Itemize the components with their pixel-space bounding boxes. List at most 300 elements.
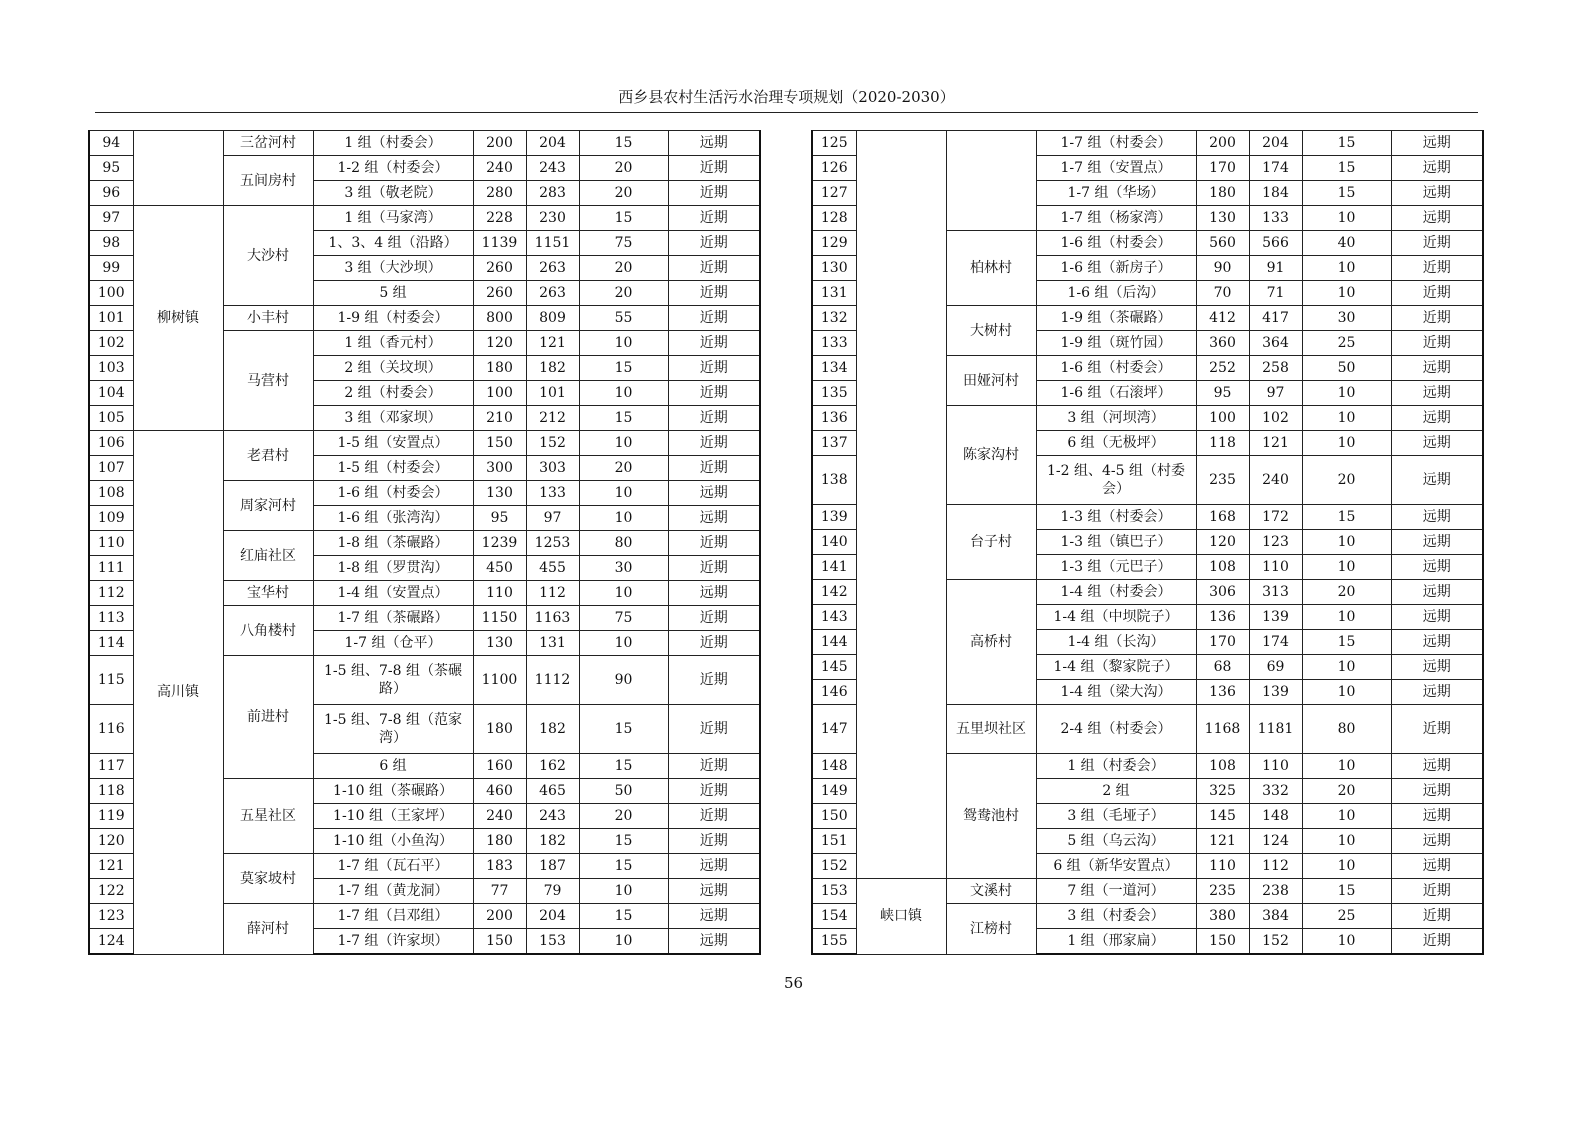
group-cell: 1-7 组（杨家湾） [1036,206,1196,231]
value-cell-b: 303 [526,456,579,481]
value-cell-c: 10 [579,581,668,606]
value-cell-b: 1112 [526,656,579,705]
term-cell: 近期 [668,231,760,256]
group-cell: 6 组（新华安置点） [1036,854,1196,879]
value-cell-a: 200 [473,131,526,156]
village-cell [946,131,1036,231]
value-cell-b: 1163 [526,606,579,631]
value-cell-a: 800 [473,306,526,331]
value-cell-b: 332 [1249,779,1302,804]
value-cell-b: 313 [1249,580,1302,605]
value-cell-b: 174 [1249,630,1302,655]
village-cell: 五间房村 [223,156,313,206]
value-cell-a: 130 [1196,206,1249,231]
group-cell: 1-5 组、7-8 组（范家湾） [313,705,473,754]
village-cell: 鸳鸯池村 [946,754,1036,879]
value-cell-b: 79 [526,879,579,904]
term-cell: 远期 [1391,356,1483,381]
row-number: 141 [812,555,856,580]
group-cell: 1 组（香元村） [313,331,473,356]
value-cell-b: 283 [526,181,579,206]
village-cell: 田娅河村 [946,356,1036,406]
term-cell: 远期 [1391,630,1483,655]
row-number: 133 [812,331,856,356]
value-cell-a: 95 [1196,381,1249,406]
group-cell: 1-7 组（瓦石平） [313,854,473,879]
row-number: 144 [812,630,856,655]
group-cell: 1-10 组（茶碾路） [313,779,473,804]
value-cell-c: 10 [1302,655,1391,680]
value-cell-b: 1253 [526,531,579,556]
group-cell: 1-7 组（茶碾路） [313,606,473,631]
group-cell: 6 组（无极坪） [1036,431,1196,456]
term-cell: 近期 [668,281,760,306]
value-cell-c: 10 [1302,555,1391,580]
row-number: 116 [89,705,133,754]
village-cell: 江榜村 [946,904,1036,955]
row-number: 102 [89,331,133,356]
row-number: 96 [89,181,133,206]
term-cell: 近期 [1391,256,1483,281]
row-number: 147 [812,705,856,754]
term-cell: 远期 [668,581,760,606]
term-cell: 近期 [1391,281,1483,306]
value-cell-c: 10 [1302,530,1391,555]
village-cell: 周家河村 [223,481,313,531]
value-cell-b: 364 [1249,331,1302,356]
value-cell-c: 10 [579,481,668,506]
village-cell: 八角楼村 [223,606,313,656]
term-cell: 远期 [1391,431,1483,456]
value-cell-a: 70 [1196,281,1249,306]
term-cell: 近期 [1391,331,1483,356]
value-cell-b: 230 [526,206,579,231]
group-cell: 1-5 组、7-8 组（茶碾路） [313,656,473,705]
value-cell-b: 182 [526,356,579,381]
value-cell-b: 182 [526,829,579,854]
value-cell-c: 15 [1302,879,1391,904]
value-cell-c: 15 [1302,505,1391,530]
group-cell: 1-7 组（许家坝） [313,929,473,955]
value-cell-c: 30 [1302,306,1391,331]
term-cell: 近期 [668,156,760,181]
value-cell-b: 121 [1249,431,1302,456]
village-cell: 大沙村 [223,206,313,306]
value-cell-a: 170 [1196,630,1249,655]
value-cell-b: 152 [526,431,579,456]
value-cell-a: 235 [1196,456,1249,505]
village-cell: 三岔河村 [223,131,313,156]
value-cell-c: 10 [1302,406,1391,431]
value-cell-a: 168 [1196,505,1249,530]
term-cell: 近期 [668,531,760,556]
value-cell-c: 10 [1302,754,1391,779]
value-cell-b: 121 [526,331,579,356]
row-number: 143 [812,605,856,630]
left-data-table [88,130,761,955]
village-cell: 柏林村 [946,231,1036,306]
value-cell-a: 200 [473,904,526,929]
value-cell-c: 10 [1302,206,1391,231]
value-cell-b: 139 [1249,605,1302,630]
value-cell-c: 10 [1302,804,1391,829]
value-cell-c: 20 [579,256,668,281]
term-cell: 近期 [668,779,760,804]
term-cell: 近期 [1391,929,1483,955]
value-cell-c: 10 [1302,381,1391,406]
group-cell: 7 组（一道河） [1036,879,1196,904]
term-cell: 近期 [668,406,760,431]
row-number: 106 [89,431,133,456]
value-cell-c: 15 [1302,181,1391,206]
term-cell: 近期 [668,804,760,829]
term-cell: 近期 [1391,705,1483,754]
value-cell-b: 1181 [1249,705,1302,754]
row-number: 126 [812,156,856,181]
value-cell-c: 10 [1302,829,1391,854]
value-cell-c: 20 [1302,456,1391,505]
village-cell: 大树村 [946,306,1036,356]
term-cell: 远期 [1391,406,1483,431]
group-cell: 1-7 组（安置点） [1036,156,1196,181]
group-cell: 1-8 组（罗贯沟） [313,556,473,581]
value-cell-c: 10 [1302,929,1391,955]
value-cell-a: 260 [473,281,526,306]
group-cell: 1-6 组（张湾沟） [313,506,473,531]
row-number: 97 [89,206,133,231]
group-cell: 1-3 组（镇巴子） [1036,530,1196,555]
term-cell: 远期 [1391,555,1483,580]
row-number: 122 [89,879,133,904]
value-cell-a: 325 [1196,779,1249,804]
value-cell-b: 97 [526,506,579,531]
value-cell-c: 15 [1302,156,1391,181]
value-cell-b: 153 [526,929,579,955]
value-cell-a: 1139 [473,231,526,256]
row-number: 146 [812,680,856,705]
group-cell: 1-4 组（梁大沟） [1036,680,1196,705]
row-number: 140 [812,530,856,555]
term-cell: 远期 [1391,181,1483,206]
value-cell-a: 228 [473,206,526,231]
value-cell-b: 184 [1249,181,1302,206]
row-number: 99 [89,256,133,281]
value-cell-c: 10 [1302,854,1391,879]
group-cell: 2 组（关坟坝） [313,356,473,381]
village-cell: 陈家沟村 [946,406,1036,505]
group-cell: 1-7 组（仓平） [313,631,473,656]
term-cell: 近期 [668,456,760,481]
village-cell: 高桥村 [946,580,1036,705]
value-cell-c: 80 [1302,705,1391,754]
term-cell: 远期 [1391,655,1483,680]
value-cell-a: 260 [473,256,526,281]
village-cell: 莫家坡村 [223,854,313,904]
value-cell-b: 240 [1249,456,1302,505]
row-number: 112 [89,581,133,606]
term-cell: 远期 [1391,779,1483,804]
term-cell: 远期 [1391,381,1483,406]
term-cell: 远期 [668,879,760,904]
value-cell-a: 108 [1196,555,1249,580]
village-cell: 老君村 [223,431,313,481]
value-cell-c: 10 [579,506,668,531]
value-cell-c: 20 [579,456,668,481]
value-cell-a: 150 [473,431,526,456]
group-cell: 1-6 组（村委会） [313,481,473,506]
village-cell: 宝华村 [223,581,313,606]
value-cell-b: 174 [1249,156,1302,181]
term-cell: 近期 [668,381,760,406]
value-cell-b: 139 [1249,680,1302,705]
row-number: 142 [812,580,856,605]
term-cell: 远期 [1391,829,1483,854]
term-cell: 远期 [668,904,760,929]
term-cell: 远期 [1391,580,1483,605]
value-cell-b: 71 [1249,281,1302,306]
value-cell-a: 380 [1196,904,1249,929]
group-cell: 1-7 组（华场） [1036,181,1196,206]
row-number: 123 [89,904,133,929]
value-cell-a: 160 [473,754,526,779]
value-cell-c: 10 [579,331,668,356]
value-cell-c: 50 [1302,356,1391,381]
group-cell: 5 组 [313,281,473,306]
value-cell-b: 809 [526,306,579,331]
group-cell: 3 组（毛垭子） [1036,804,1196,829]
term-cell: 近期 [1391,306,1483,331]
value-cell-b: 204 [526,131,579,156]
value-cell-c: 10 [1302,256,1391,281]
value-cell-a: 210 [473,406,526,431]
value-cell-b: 182 [526,705,579,754]
row-number: 124 [89,929,133,955]
value-cell-a: 136 [1196,680,1249,705]
value-cell-b: 110 [1249,754,1302,779]
row-number: 95 [89,156,133,181]
row-number: 148 [812,754,856,779]
row-number: 132 [812,306,856,331]
value-cell-b: 172 [1249,505,1302,530]
value-cell-b: 112 [526,581,579,606]
value-cell-c: 15 [1302,131,1391,156]
group-cell: 1-3 组（村委会） [1036,505,1196,530]
row-number: 105 [89,406,133,431]
row-number: 127 [812,181,856,206]
value-cell-b: 133 [526,481,579,506]
value-cell-c: 75 [579,606,668,631]
row-number: 103 [89,356,133,381]
value-cell-a: 130 [473,631,526,656]
group-cell: 1-6 组（新房子） [1036,256,1196,281]
value-cell-c: 20 [1302,580,1391,605]
value-cell-c: 90 [579,656,668,705]
term-cell: 远期 [1391,680,1483,705]
group-cell: 1-10 组（小鱼沟） [313,829,473,854]
village-cell: 文溪村 [946,879,1036,904]
group-cell: 3 组（村委会） [1036,904,1196,929]
row-number: 155 [812,929,856,955]
value-cell-b: 162 [526,754,579,779]
row-number: 130 [812,256,856,281]
row-number: 131 [812,281,856,306]
group-cell: 1-6 组（村委会） [1036,356,1196,381]
township-cell: 柳树镇 [133,206,223,431]
term-cell: 近期 [1391,231,1483,256]
group-cell: 1-9 组（斑竹园） [1036,331,1196,356]
value-cell-c: 15 [579,406,668,431]
value-cell-b: 384 [1249,904,1302,929]
value-cell-a: 360 [1196,331,1249,356]
value-cell-c: 40 [1302,231,1391,256]
group-cell: 1 组（邢家扁） [1036,929,1196,955]
group-cell: 1-3 组（元巴子） [1036,555,1196,580]
row-number: 114 [89,631,133,656]
value-cell-c: 20 [579,156,668,181]
term-cell: 近期 [668,331,760,356]
value-cell-c: 15 [579,754,668,779]
group-cell: 1、3、4 组（沿路） [313,231,473,256]
row-number: 117 [89,754,133,779]
value-cell-a: 235 [1196,879,1249,904]
term-cell: 近期 [668,556,760,581]
value-cell-b: 152 [1249,929,1302,955]
value-cell-c: 10 [579,631,668,656]
group-cell: 1-4 组（长沟） [1036,630,1196,655]
value-cell-b: 417 [1249,306,1302,331]
term-cell: 远期 [1391,156,1483,181]
group-cell: 1-5 组（安置点） [313,431,473,456]
term-cell: 远期 [1391,206,1483,231]
group-cell: 1-6 组（石滚坪） [1036,381,1196,406]
value-cell-b: 204 [526,904,579,929]
value-cell-c: 15 [579,904,668,929]
value-cell-b: 243 [526,156,579,181]
value-cell-c: 10 [1302,605,1391,630]
group-cell: 2-4 组（村委会） [1036,705,1196,754]
term-cell: 近期 [668,705,760,754]
row-number: 125 [812,131,856,156]
row-number: 104 [89,381,133,406]
right-data-table [811,130,1484,955]
row-number: 128 [812,206,856,231]
township-cell [133,131,223,206]
value-cell-a: 95 [473,506,526,531]
value-cell-a: 280 [473,181,526,206]
term-cell: 远期 [668,131,760,156]
term-cell: 远期 [1391,754,1483,779]
group-cell: 6 组 [313,754,473,779]
value-cell-a: 1100 [473,656,526,705]
village-cell: 五里坝社区 [946,705,1036,754]
value-cell-b: 455 [526,556,579,581]
value-cell-b: 243 [526,804,579,829]
term-cell: 近期 [668,356,760,381]
value-cell-a: 110 [1196,854,1249,879]
row-number: 129 [812,231,856,256]
group-cell: 1-7 组（吕邓组） [313,904,473,929]
row-number: 153 [812,879,856,904]
term-cell: 远期 [1391,804,1483,829]
row-number: 100 [89,281,133,306]
term-cell: 远期 [668,854,760,879]
group-cell: 2 组（村委会） [313,381,473,406]
term-cell: 近期 [1391,879,1483,904]
row-number: 154 [812,904,856,929]
value-cell-a: 1168 [1196,705,1249,754]
row-number: 135 [812,381,856,406]
value-cell-b: 112 [1249,854,1302,879]
value-cell-c: 15 [579,206,668,231]
row-number: 111 [89,556,133,581]
value-cell-b: 101 [526,381,579,406]
value-cell-c: 15 [579,829,668,854]
row-number: 98 [89,231,133,256]
row-number: 149 [812,779,856,804]
group-cell: 1-4 组（黎家院子） [1036,655,1196,680]
value-cell-a: 120 [1196,530,1249,555]
value-cell-b: 238 [1249,879,1302,904]
term-cell: 近期 [668,754,760,779]
group-cell: 3 组（敬老院） [313,181,473,206]
row-number: 145 [812,655,856,680]
value-cell-a: 1150 [473,606,526,631]
term-cell: 近期 [668,631,760,656]
term-cell: 远期 [1391,505,1483,530]
value-cell-c: 10 [1302,281,1391,306]
group-cell: 1-2 组、4-5 组（村委会） [1036,456,1196,505]
term-cell: 近期 [668,829,760,854]
value-cell-c: 25 [1302,331,1391,356]
value-cell-a: 68 [1196,655,1249,680]
group-cell: 1-2 组（村委会） [313,156,473,181]
value-cell-a: 240 [473,156,526,181]
group-cell: 1-9 组（茶碾路） [1036,306,1196,331]
group-cell: 1-6 组（村委会） [1036,231,1196,256]
value-cell-b: 465 [526,779,579,804]
group-cell: 3 组（邓家坝） [313,406,473,431]
group-cell: 3 组（大沙坝） [313,256,473,281]
row-number: 119 [89,804,133,829]
value-cell-a: 252 [1196,356,1249,381]
value-cell-a: 118 [1196,431,1249,456]
value-cell-b: 263 [526,256,579,281]
value-cell-a: 110 [473,581,526,606]
row-number: 151 [812,829,856,854]
term-cell: 近期 [668,256,760,281]
value-cell-a: 200 [1196,131,1249,156]
value-cell-a: 560 [1196,231,1249,256]
term-cell: 近期 [1391,904,1483,929]
value-cell-b: 102 [1249,406,1302,431]
value-cell-c: 15 [579,356,668,381]
value-cell-a: 240 [473,804,526,829]
row-number: 137 [812,431,856,456]
row-number: 113 [89,606,133,631]
term-cell: 远期 [1391,530,1483,555]
group-cell: 1-7 组（村委会） [1036,131,1196,156]
document-title: 西乡县农村生活污水治理专项规划（2020-2030） [618,88,955,106]
page-number: 56 [783,974,804,992]
village-cell: 薛河村 [223,904,313,955]
group-cell: 5 组（乌云沟） [1036,829,1196,854]
value-cell-b: 91 [1249,256,1302,281]
value-cell-b: 204 [1249,131,1302,156]
value-cell-c: 25 [1302,904,1391,929]
value-cell-b: 566 [1249,231,1302,256]
value-cell-a: 100 [1196,406,1249,431]
term-cell: 远期 [668,481,760,506]
